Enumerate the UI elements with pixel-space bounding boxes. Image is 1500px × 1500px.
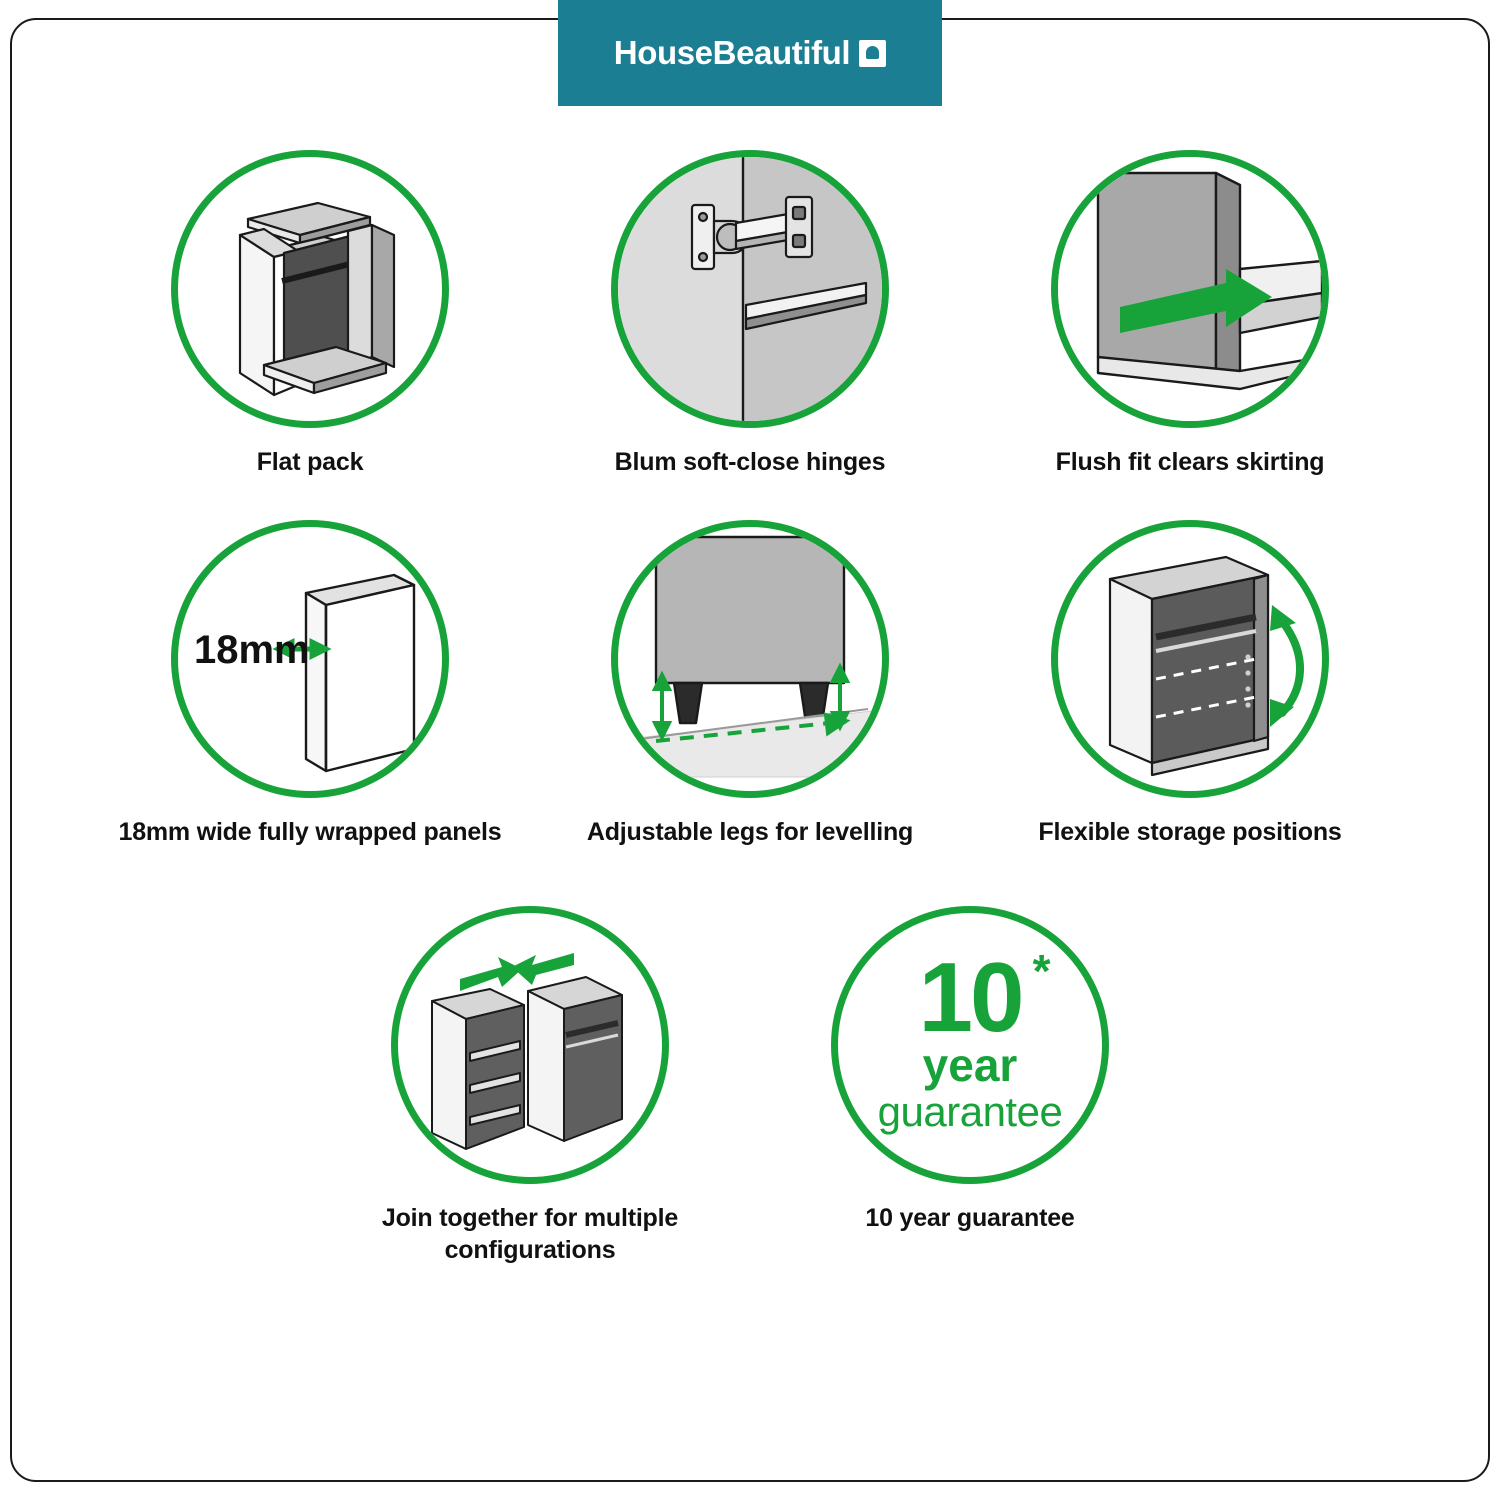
- brand-logo: [614, 34, 886, 72]
- feature-wrapped-panels: [90, 520, 530, 848]
- cabinet-hinge-icon: [611, 150, 889, 428]
- guarantee-word-label: guarantee: [877, 1088, 1063, 1136]
- feature-guarantee: [750, 906, 1190, 1266]
- guarantee-number: 10: [918, 941, 1022, 1052]
- feature-blum-hinges: [530, 150, 970, 478]
- feature-caption: Adjustable legs for levelling: [586, 818, 914, 846]
- adjustable-legs-icon: [611, 520, 889, 798]
- flexible-shelving-icon: [1051, 520, 1329, 798]
- panel-measurement-label: 18mm: [194, 628, 310, 672]
- feature-row-1: [40, 150, 1460, 478]
- feature-caption: Flat pack: [256, 448, 364, 476]
- feature-row-2: [40, 520, 1460, 848]
- guarantee-asterisk: *: [1032, 944, 1048, 997]
- feature-flexible-storage: [970, 520, 1410, 848]
- feature-caption: 18mm wide fully wrapped panels: [118, 818, 502, 846]
- feature-flush-fit: [970, 150, 1410, 478]
- brand-banner: [558, 0, 942, 106]
- feature-caption: Flexible storage positions: [1038, 818, 1342, 846]
- feature-join-together: [310, 906, 750, 1266]
- feature-caption: 10 year guarantee: [865, 1204, 1075, 1232]
- feature-grid: [40, 150, 1460, 1266]
- house-mark-icon: [859, 40, 886, 67]
- join-units-icon: [391, 906, 669, 1184]
- flat-pack-wardrobe-icon: [171, 150, 449, 428]
- feature-flat-pack: [90, 150, 530, 478]
- flush-fit-arrow-icon: [1051, 150, 1329, 428]
- feature-caption: Flush fit clears skirting: [1055, 448, 1325, 476]
- guarantee-badge: [831, 906, 1109, 1184]
- feature-caption: Join together for multiple configurations: [381, 1204, 679, 1264]
- panel-thickness-icon: [171, 520, 449, 798]
- feature-row-3: [40, 906, 1460, 1266]
- feature-caption: Blum soft-close hinges: [614, 448, 886, 476]
- guarantee-year-label: year: [922, 1039, 1018, 1092]
- feature-adjustable-legs: [530, 520, 970, 848]
- brand-name: HouseBeautiful: [613, 34, 851, 71]
- guarantee-number-wrap: [918, 941, 1048, 1052]
